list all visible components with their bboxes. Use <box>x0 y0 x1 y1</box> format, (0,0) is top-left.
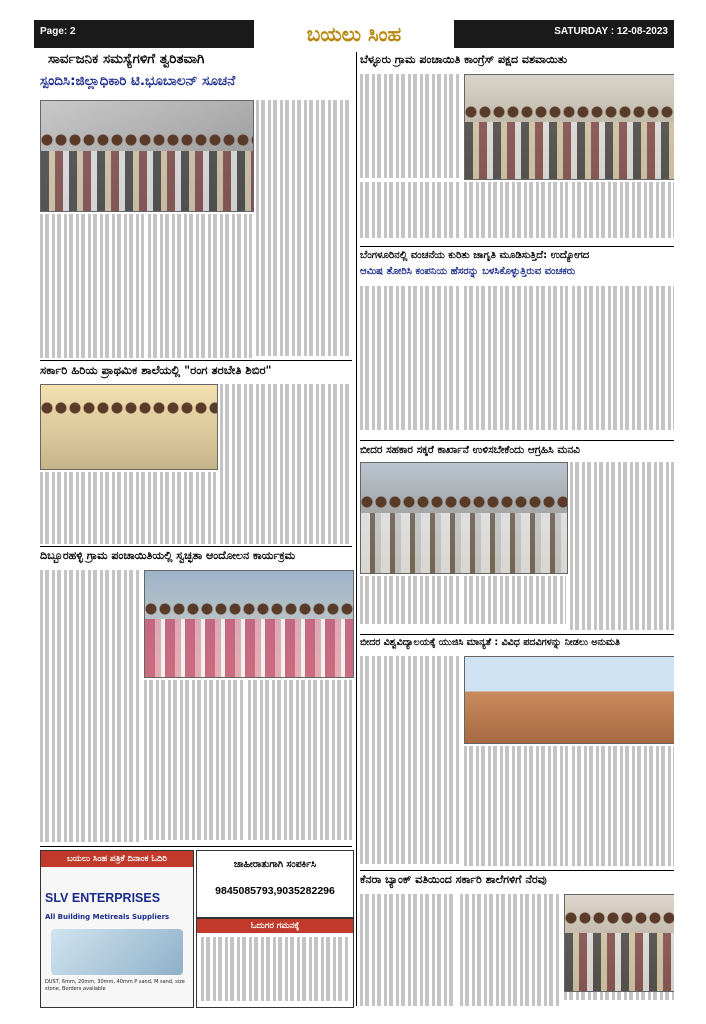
article-body <box>256 100 352 358</box>
article-headline: ಸಾರ್ವಜನಿಕ ಸಮಸ್ಯೆಗಳಿಗೆ ತ್ವರಿತವಾಗಿ <box>48 51 205 67</box>
article-body <box>464 286 568 436</box>
readers-notice-body <box>201 937 349 1003</box>
article-body <box>360 656 460 866</box>
newspaper-title: ಬಯಲು ಸಿಂಹ <box>254 20 454 48</box>
university-building-photo <box>464 656 674 744</box>
article-body <box>144 680 244 842</box>
article-body <box>572 286 674 436</box>
slv-advertisement <box>40 850 194 1008</box>
article-headline: ಕೆನರಾ ಬ್ಯಾಂಕ್ ವತಿಯಿಂದ ಸರ್ಕಾರಿ ಶಾಲೆಗಳಿಗೆ ನೆರವು <box>360 873 547 886</box>
article-headline: ಬೀದರ ವಿಶ್ವವಿದ್ಯಾಲಯಕ್ಕೆ ಯುಜಿಸಿ ಮಾನ್ಯತೆ : ವಿವಿಧ ಪದವಿಗಳನ್ನು ನೀಡಲು ಅನುಮತಿ <box>360 637 620 648</box>
article-headline: ಆಮಿಷ ತೋರಿಸಿ ಕಂಪನಿಯ ಹೆಸರನ್ನು ಬಳಸಿಕೊಳ್ಳುತ್ತಿರುವ ವಂಚಕರು <box>360 266 576 277</box>
divider <box>360 634 674 635</box>
issue-date: SATURDAY : 12-08-2023 <box>554 26 668 37</box>
masthead <box>34 20 674 48</box>
article-body <box>464 576 566 630</box>
article-body <box>40 570 140 842</box>
article-photo <box>144 570 354 678</box>
photo-caption <box>564 992 674 1006</box>
article-body <box>360 894 456 1006</box>
article-body <box>148 214 252 358</box>
building-image <box>51 929 183 975</box>
article-photo <box>360 462 568 574</box>
slv-subtitle: All Building Metireals Suppliers <box>45 913 170 921</box>
contact-phone: 9845085793,9035282296 <box>215 885 335 897</box>
article-headline: ಸರ್ಕಾರಿ ಹಿರಿಯ ಪ್ರಾಥಮಿಕ ಶಾಲೆಯಲ್ಲಿ "ರಂಗ ತರಬೇತಿ ಶಿಬಿರ" <box>40 363 272 377</box>
readers-title: ಓದುಗರ ಗಮನಕ್ಕೆ <box>197 919 353 933</box>
slv-items: DUST, 6mm, 20mm, 30mm, 40mm P sand, M sand, size stone, Borders available <box>45 979 185 992</box>
article-body <box>464 182 568 242</box>
divider <box>360 246 674 247</box>
article-body <box>460 894 560 1006</box>
article-body <box>360 74 460 178</box>
divider <box>360 870 674 871</box>
article-body <box>360 286 460 436</box>
newspaper-page <box>34 14 674 1010</box>
column-divider <box>356 52 357 1006</box>
article-body <box>360 576 460 630</box>
article-body <box>360 182 460 242</box>
article-body <box>248 680 352 842</box>
article-body <box>40 472 216 544</box>
divider <box>40 846 352 847</box>
article-headline: ಸ್ಪಂದಿಸಿ:ಜಿಲ್ಲಾಧಿಕಾರಿ ಟಿ.ಭೂಬಾಲನ್ ಸೂಚನೆ <box>40 73 236 89</box>
slv-title: SLV ENTERPRISES <box>45 891 161 905</box>
contact-advertisement <box>196 850 354 918</box>
article-photo <box>40 100 254 212</box>
divider <box>40 546 352 547</box>
readers-notice <box>196 918 354 1008</box>
article-body <box>572 746 674 866</box>
article-body <box>40 214 144 358</box>
article-headline: ಬೆಂಗಳೂರಿನಲ್ಲಿ ವಂಚನೆಯ ಕುರಿತು ಜಾಗೃತಿ ಮೂಡಿಸುತ್ತಿದೆ: ಉದ್ಯೋಗದ <box>360 250 590 261</box>
contact-title: ಜಾಹೀರಾತುಗಾಗಿ ಸಂಪರ್ಕಿಸಿ <box>233 859 317 870</box>
article-headline: ಬೀದರ ಸಹಕಾರ ಸಕ್ಕರೆ ಕಾರ್ಖಾನೆ ಉಳಿಸಬೇಕೆಂದು ಆಗ್ರಹಿಸಿ ಮನವಿ <box>360 444 580 456</box>
article-photo <box>40 384 218 470</box>
article-headline: ಬೆಳ್ಳೂರು ಗ್ರಾಮ ಪಂಚಾಯಿತಿ ಕಾಂಗ್ರೆಸ್ ಪಕ್ಷದ ವಶವಾಯಿತು <box>360 53 568 66</box>
promo-banner: ಬಯಲು ಸಿಂಹ ಪತ್ರಿಕೆ ದಿನಾಂಕ ಓದಿರಿ <box>41 851 193 867</box>
page-number: Page: 2 <box>40 26 76 37</box>
article-body <box>570 462 674 630</box>
article-body <box>572 182 674 242</box>
article-body <box>464 746 568 866</box>
article-photo <box>564 894 674 992</box>
divider <box>360 440 674 441</box>
article-headline: ದಿಬ್ಬೂರಹಳ್ಳಿ ಗ್ರಾಮ ಪಂಚಾಯಿತಿಯಲ್ಲಿ ಸ್ವಚ್ಛತಾ ಆಂದೋಲನ ಕಾರ್ಯಕ್ರಮ <box>40 549 296 562</box>
article-body <box>220 384 352 544</box>
divider <box>40 360 352 361</box>
article-photo <box>464 74 674 180</box>
